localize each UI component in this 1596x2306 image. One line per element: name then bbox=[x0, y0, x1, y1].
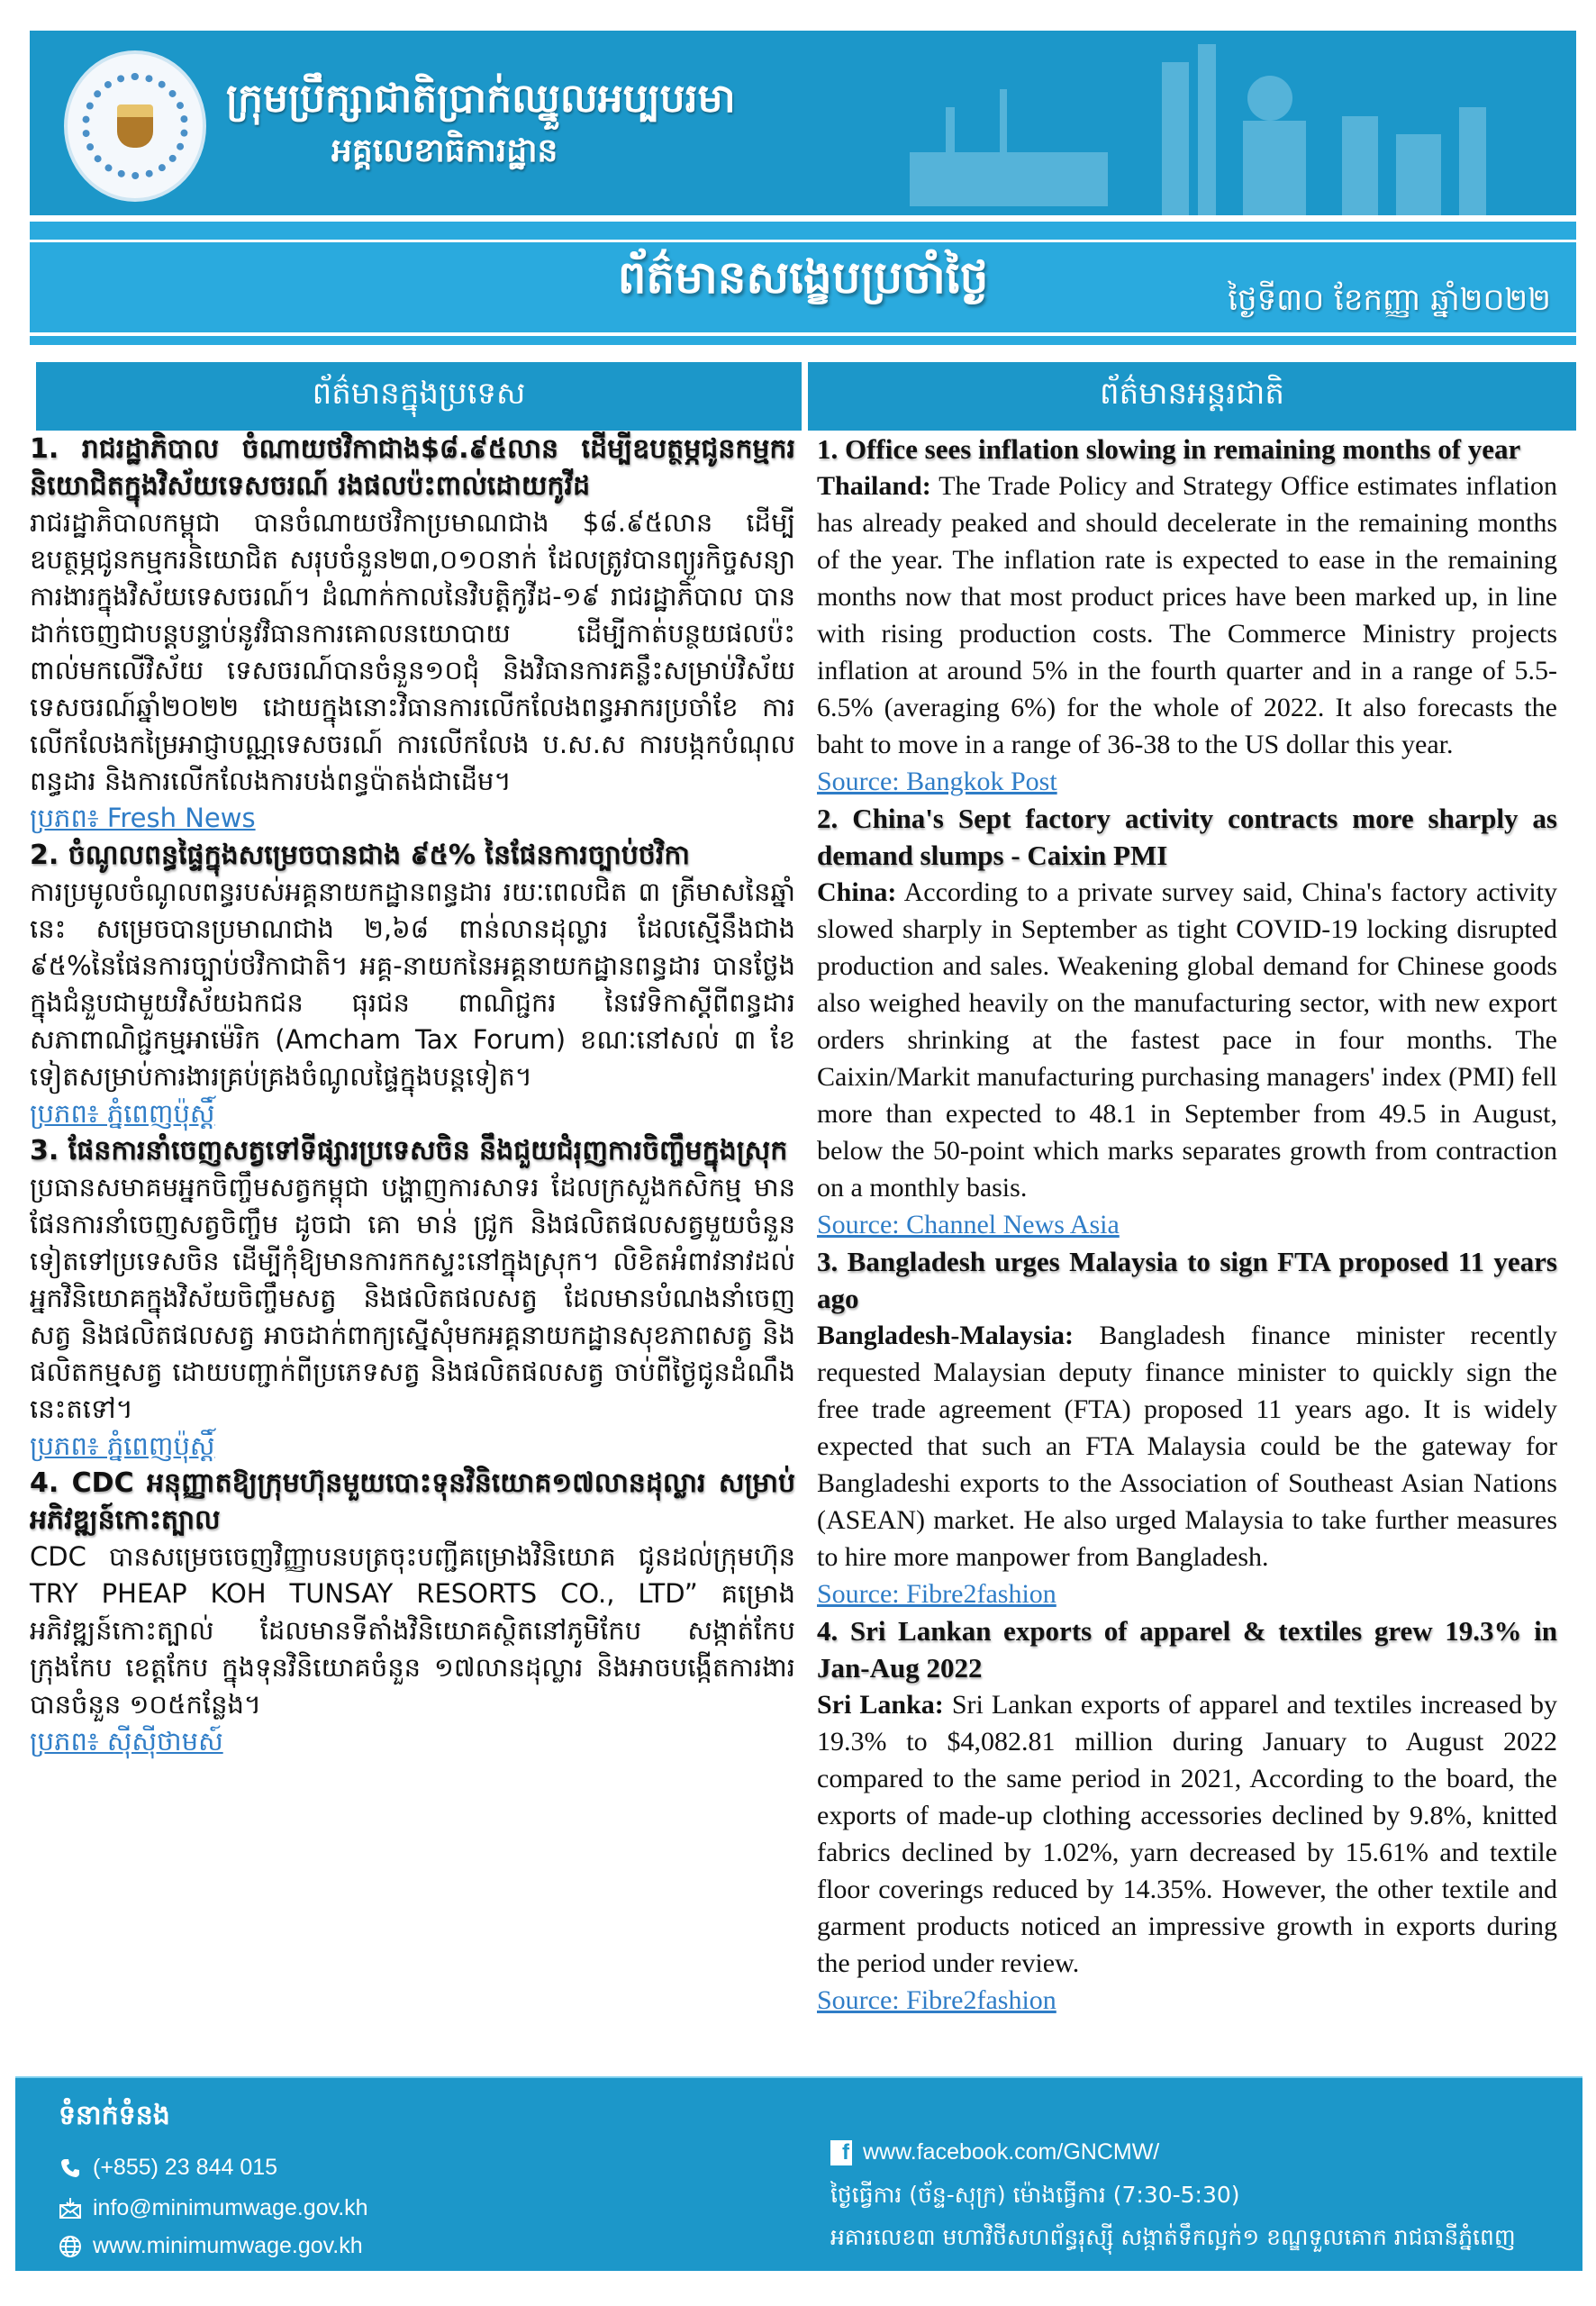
globe-icon bbox=[59, 2235, 82, 2258]
news-text: According to a private survey said, China's factory activity slowed sharply in September as tight COVID-19 locking disrupted production and sales. Weakening global demand for Chinese goods also weighed heavily on the manufacturing sector, with new export orders shrinking at the fastest pace in four months. The Caixin/Markit manufacturing purchasing managers' index (PMI) fell more than expected to 48.1 in September from 49.5 in August, below the 50-point which marks separates growth from contraction on a monthly basis. bbox=[817, 877, 1557, 1203]
news-item bbox=[817, 1612, 1557, 2019]
news-lead: China: bbox=[817, 877, 897, 907]
international-news-heading: ព័ត៌មានអន្តរជាតិ bbox=[808, 362, 1576, 431]
news-source-link[interactable]: ប្រភព៖ ភ្នំពេញប៉ុស្តិ៍ bbox=[30, 1430, 215, 1461]
news-source-link[interactable]: ប្រភព៖ ភ្នំពេញប៉ុស្តិ៍ bbox=[30, 1098, 215, 1129]
divider-stripe bbox=[30, 336, 1576, 345]
news-item bbox=[30, 1465, 795, 1760]
news-body: រាជរដ្ឋាភិបាលកម្ពុជា បានចំណាយថវិកាប្រមាណជាង $៨.៩៥លាន ដើម្បីឧបត្ថម្ភជូនកម្មករនិយោជិត សរុបចំនួន២៣,០១០នាក់ ដែលត្រូវបានព្យួរកិច្ចសន្យាការងារក្នុងវិស័យទេសចរណ៍។ ដំណាក់កាលនៃវិបត្តិកូវីដ-១៩ រាជរដ្ឋាភិបាល បានដាក់ចេញជាបន្តបន្ទាប់នូវវិធានការគោលនយោបាយ ដើម្បីកាត់បន្ថយផលប៉ះពាល់មកលើវិស័យ ទេសចរណ៍បានចំនួន១០ជុំ និងវិធានការគន្លឹះសម្រាប់វិស័យទេសចរណ៍ឆ្នាំ២០២២ ដោយក្នុងនោះវិធានការលើកលែងពន្ធអាករប្រចាំខែ ការលើកលែងកម្រៃអាជ្ញាបណ្ណទេសចរណ៍ ការលើកលែង ប.ស.ស ការបង្កកបំណុលពន្ធដារ និងការលើកលែងការបង់ពន្ធប៉ាតង់ជាដើម។ bbox=[30, 507, 795, 796]
email-link[interactable]: info@minimumwage.gov.kh bbox=[93, 2195, 368, 2220]
org-subtitle: អគ្គលេខាធិការដ្ឋាន bbox=[331, 132, 558, 169]
ministry-seal-icon bbox=[64, 50, 206, 202]
bulletin-title: ព័ត៌មានសង្ខេបប្រចាំថ្ងៃ bbox=[617, 250, 989, 304]
bulletin-title-bar bbox=[30, 242, 1576, 332]
news-body: ប្រធានសមាគមអ្នកចិញ្ចឹមសត្វកម្ពុជា បង្ហាញការសាទរ ដែលក្រសួងកសិកម្ម មានផែនការនាំចេញសត្វចិញ្ចឹម ដូចជា គោ មាន់ ជ្រូក និងផលិតផលសត្វមួយចំនួនទៀតទៅប្រទេសចិន ដើម្បីកុំឱ្យមានការកកស្ទះនៅក្នុងស្រុក។ លិខិតអំពាវនាវដល់អ្នកវិនិយោគក្នុងវិស័យចិញ្ចឹមសត្វ និងផលិតផលសត្វ ដែលមានបំណងនាំចេញសត្វ និងផលិតផលសត្វ អាចដាក់ពាក្យស្នើសុំមកអគ្គនាយកដ្ឋានសុខភាពសត្វ និងផលិតកម្មសត្វ ដោយបញ្ជាក់ពីប្រភេទសត្វ និងផលិតផលសត្វ ចាប់ពីថ្ងៃជូនដំណឹងនេះតទៅ។ bbox=[30, 1172, 795, 1424]
news-text: Bangladesh finance minister recently requested Malaysian deputy finance minister to quickly sign the free trade agreement (FTA) proposed 11 years ago. It is widely expected that such an FTA Malaysia could be the gateway for Bangladeshi exports to the Association of Southeast Asian Nations (ASEAN) market. He also urged Malaysia to take further measures to hire more manpower from Bangladesh. bbox=[817, 1321, 1557, 1572]
facebook-icon: f bbox=[830, 2140, 852, 2165]
phone-row bbox=[59, 2155, 277, 2181]
news-body: CDC បានសម្រេចចេញវិញ្ញាបនបត្រចុះបញ្ជីគម្រោងវិនិយោគ ជូនដល់ក្រុមហ៊ុន TRY PHEAP KOH TUNSAY RESORTS CO., LTD” គម្រោងអភិវឌ្ឍន៍កោះត្បាល់ ដែលមានទីតាំងវិនិយោគស្ថិតនៅភូមិកែប សង្កាត់កែប ក្រុងកែប ខេត្តកែប ក្នុងទុនវិនិយោគចំនួន ១៧លានដុល្លារ និងអាចបង្កើតការងារបានចំនួន ១០៥កន្លែង។ bbox=[30, 1541, 795, 1720]
news-body bbox=[817, 1686, 1557, 1982]
facebook-link[interactable]: www.facebook.com/GNCMW/ bbox=[863, 2139, 1160, 2165]
news-source-link[interactable]: ប្រភព៖ ស៊ីស៊ីថាមស៍ bbox=[30, 1726, 223, 1757]
contact-title: ទំនាក់ទំនង bbox=[59, 2100, 170, 2131]
office-address: អគារលេខ៣ មហាវិថីសហព័ន្ធរុស្ស៊ី សង្កាត់ទឹកល្អក់១ ខណ្ឌទួលគោក រាជធានីភ្នំពេញ bbox=[830, 2224, 1516, 2250]
news-title: 4. Sri Lankan exports of apparel & textiles grew 19.3% in Jan-Aug 2022 bbox=[817, 1615, 1557, 1684]
website-row bbox=[59, 2233, 363, 2259]
news-title: 1. Office sees inflation slowing in remaining months of year bbox=[817, 433, 1521, 465]
news-title: 3. ផែនការនាំចេញសត្វទៅទីផ្សារប្រទេសចិន នឹងជួយជំរុញការចិញ្ចឹមក្នុងស្រុក bbox=[30, 1135, 788, 1167]
international-news-column bbox=[817, 431, 1557, 2019]
phone-icon bbox=[59, 2156, 82, 2180]
org-name: ក្រុមប្រឹក្សាជាតិប្រាក់ឈ្នួលអប្បបរមា bbox=[226, 76, 736, 122]
news-text: The Trade Policy and Strategy Office estimates inflation has already peaked and should decelerate in the remaining months of the year. The inflation rate is expected to ease in the remaining months now that most product prices have been marked up, in line with rising production costs. The Commerce Ministry projects inflation at around 5% in the fourth quarter and in a range of 5.5-6.5% (averaging 6%) for the whole of 2022. It also forecasts the baht to move in a range of 36-38 to the US dollar this year. bbox=[817, 471, 1557, 759]
news-source-link[interactable]: ប្រភព៖ Fresh News bbox=[30, 803, 256, 833]
phone-number[interactable]: (+855) 23 844 015 bbox=[93, 2155, 278, 2180]
news-item bbox=[30, 431, 795, 837]
divider-stripe bbox=[30, 222, 1576, 240]
news-item bbox=[30, 1132, 795, 1465]
news-title: 2. ចំណូលពន្ធផ្ទៃក្នុងសម្រេចបានជាង ៩៥% នៃផែនការច្បាប់ថវិកា bbox=[30, 840, 690, 871]
news-item bbox=[817, 800, 1557, 1243]
news-item bbox=[817, 1243, 1557, 1612]
news-lead: Thailand: bbox=[817, 471, 931, 501]
header-banner bbox=[30, 31, 1576, 215]
news-source-link[interactable]: Source: Bangkok Post bbox=[817, 767, 1057, 796]
mail-icon bbox=[59, 2197, 82, 2220]
domestic-news-heading: ព័ត៌មានក្នុងប្រទេស bbox=[36, 362, 802, 431]
news-source-link[interactable]: Source: Fibre2fashion bbox=[817, 1985, 1056, 2015]
website-link[interactable]: www.minimumwage.gov.kh bbox=[93, 2233, 363, 2258]
news-lead: Sri Lanka: bbox=[817, 1690, 944, 1720]
news-body bbox=[817, 468, 1557, 763]
facebook-row bbox=[830, 2139, 1159, 2165]
bulletin-date: ថ្ងៃទី៣០ ខែកញ្ញា ឆ្នាំ២០២២ bbox=[1228, 282, 1551, 318]
news-text: Sri Lankan exports of apparel and textiles increased by 19.3% to $4,082.81 million during January to August 2022 compared to the same period in 2021, According to the board, the exports of made-up clothing accessories declined by 9.8%, knitted fabrics declined by 1.02%, yarn decreased by 15.61% and textile floor coverings reduced by 14.35%. However, the other textile and garment products noticed an impressive growth in exports during the period under review. bbox=[817, 1690, 1557, 1978]
news-source-link[interactable]: Source: Channel News Asia bbox=[817, 1210, 1120, 1239]
news-title: 4. CDC អនុញ្ញាតឱ្យក្រុមហ៊ុនមួយបោះទុនវិនិយោគ១៧លានដុល្លារ សម្រាប់អភិវឌ្ឍន៍កោះត្បាល bbox=[30, 1467, 795, 1536]
domestic-news-column bbox=[30, 431, 795, 1760]
news-title: 3. Bangladesh urges Malaysia to sign FTA proposed 11 years ago bbox=[817, 1246, 1557, 1314]
city-port-illustration bbox=[892, 44, 1540, 215]
news-body: ការប្រមូលចំណូលពន្ធរបស់អគ្គនាយកដ្ឋានពន្ធដារ រយៈពេលជិត ៣ ត្រីមាសនៃឆ្នាំនេះ សម្រេចបានប្រមាណជាង ២,៦៨ ពាន់លានដុល្លារ ដែលស្មើនឹងជាង ៩៥%នៃផែនការច្បាប់ថវិកាជាតិ។ អគ្គ-នាយកនៃអគ្គនាយកដ្ឋានពន្ធដារ បានថ្លែងក្នុងជំនួបជាមួយវិស័យឯកជន ធុរជន ពាណិជ្ជករ នៃវេទិកាស្តីពីពន្ធដារសភាពាណិជ្ជកម្មអាម៉េរិក (Amcham Tax Forum) ខណៈនៅសល់ ៣ ខែទៀតសម្រាប់ការងារគ្រប់គ្រងចំណូលផ្ទៃក្នុងបន្តទៀត។ bbox=[30, 876, 795, 1092]
news-item bbox=[817, 431, 1557, 800]
email-row bbox=[59, 2195, 368, 2221]
news-body bbox=[817, 1317, 1557, 1575]
news-item bbox=[30, 837, 795, 1132]
news-lead: Bangladesh-Malaysia: bbox=[817, 1321, 1075, 1350]
news-body bbox=[817, 874, 1557, 1206]
footer-contact bbox=[15, 2076, 1582, 2271]
news-title: 1. រាជរដ្ឋាភិបាល ចំណាយថវិកាជាង$៨.៩៥លាន ដើម្បីឧបត្ថម្ភជូនកម្មករនិយោជិតក្នុងវិស័យទេសចរណ៍ រងផលប៉ះពាល់ដោយកូវីដ bbox=[30, 433, 795, 502]
news-title: 2. China's Sept factory activity contracts more sharply as demand slumps - Caixin PMI bbox=[817, 803, 1557, 871]
office-hours: ថ្ងៃធ្វើការ (ច័ន្ទ-សុក្រ) ម៉ោងធ្វើការ (7:30-5:30) bbox=[830, 2182, 1240, 2208]
news-source-link[interactable]: Source: Fibre2fashion bbox=[817, 1579, 1056, 1609]
